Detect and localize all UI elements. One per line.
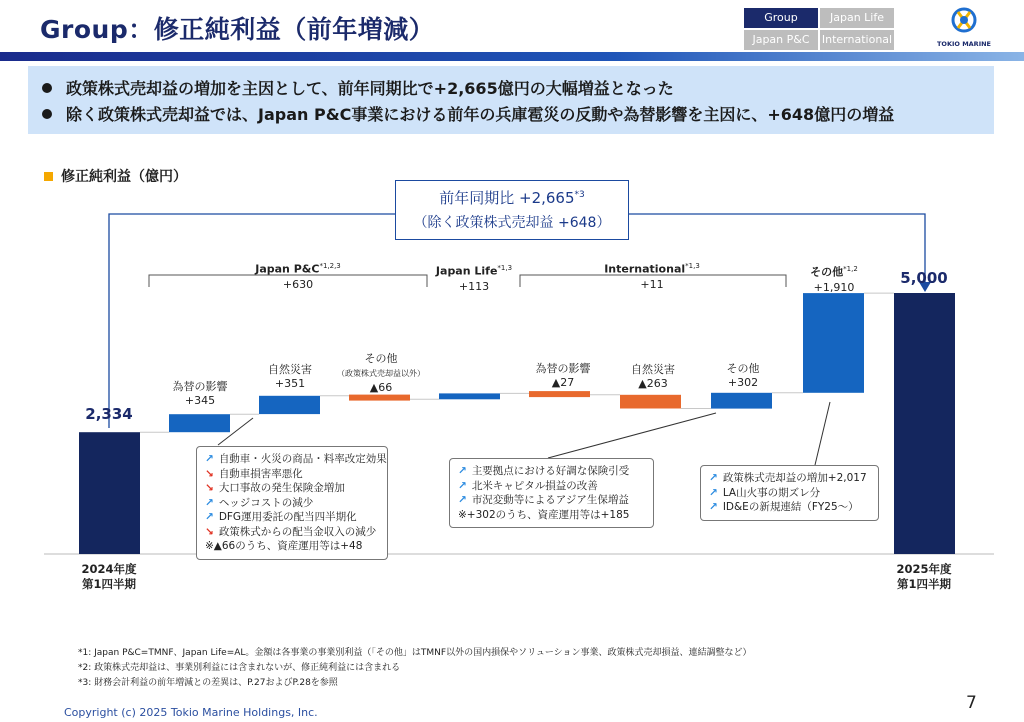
period-start-label: 2024年度 第1四半期 <box>81 562 137 591</box>
callout-item: ↘ 政策株式からの配当金収入の減少 <box>205 525 377 538</box>
arrow-up-icon: ↗ <box>458 465 467 477</box>
arrow-up-icon: ↗ <box>205 453 214 465</box>
callout-item: ↗ 市況変動等によるアジア生保増益 <box>458 494 629 506</box>
callout-item: ↗ LA山火事の期ズレ分 <box>709 486 821 499</box>
group-label-other: その他$^{*1,2}$ +1,910 <box>810 265 858 294</box>
footnote-3: *3: 財務会計利益の前年増減との差異は、P.27およびP.28を参照 <box>78 678 338 688</box>
arrow-down-icon: ↘ <box>205 482 214 494</box>
copyright: Copyright (c) 2025 Tokio Marine Holdings, Inc. <box>64 706 318 719</box>
total-change-box <box>395 180 629 240</box>
fx-intl-label: 為替の影響 ▲27 <box>535 362 591 389</box>
callout-pointer-other <box>815 402 830 465</box>
nav-japan-pc[interactable]: Japan P&C <box>744 30 818 50</box>
bar-nat-pc <box>259 396 320 414</box>
callout-pointer-intl <box>548 413 716 458</box>
callout-item: ↗ 主要拠点における好調な保険引受 <box>458 465 630 477</box>
bar-oth-pc <box>349 395 410 401</box>
arrow-up-icon: ↗ <box>709 486 718 499</box>
oth-intl-label: その他 +302 <box>726 362 760 389</box>
nav-international[interactable]: International <box>820 30 894 50</box>
footnote-2: *2: 政策株式売却益は、事業別利益には含まれないが、修正純利益には含まれる <box>78 663 401 673</box>
callout-item: ↗ ID&Eの新規連結（FY25～） <box>709 501 859 513</box>
callout-item: ※▲66のうち、資産運用等は+48 <box>205 540 363 552</box>
callout-intl <box>449 458 654 528</box>
nat-pc-label: 自然災害 +351 <box>268 363 312 390</box>
callout-item: ↘ 大口事故の発生保険金増加 <box>205 482 345 494</box>
callout-item: ↘ 自動車損害率悪化 <box>205 467 303 480</box>
arrow-up-icon: ↗ <box>709 472 718 484</box>
callout-item: ↗ 北米キャピタル損益の改善 <box>458 479 598 492</box>
callout-pc <box>196 446 388 560</box>
summary-bullet-2: 除く政策株式売却益では、Japan P&C事業における前年の兵庫雹災の反動や為替影響を主因に、+648億円の増益 <box>42 102 894 125</box>
page-number: 7 <box>966 693 977 713</box>
footnotes <box>78 646 751 691</box>
callout-item: ↗ DFG運用委託の配当四半期化 <box>205 511 357 523</box>
nav-group[interactable]: Group <box>744 8 818 28</box>
period-end-label: 2025年度 第1四半期 <box>896 562 952 591</box>
bar-fx-pc <box>169 414 230 432</box>
group-label-intl: International$^{*1,3}$ +11 <box>604 262 700 291</box>
callout-item: ↗ 自動車・火災の商品・料率改定効果 <box>205 453 387 465</box>
page-title: Group：修正純利益（前年増減） <box>40 15 435 44</box>
group-label-pc: Japan $P\&C^{*1,2,3}$ +630 <box>255 262 341 291</box>
bar-life <box>439 393 500 399</box>
arrow-up-icon: ↗ <box>458 479 467 492</box>
bar-fx-intl <box>529 391 590 397</box>
nav-japan-life[interactable]: Japan Life <box>820 8 894 28</box>
total-change-line2: （除く政策株式売却益 +648） <box>413 215 611 231</box>
summary-bullet-1: 政策株式売却益の増加を主因として、前年同期比で+2,665億円の大幅増益となった <box>42 76 674 99</box>
chart-title: 修正純利益（億円） <box>44 166 187 186</box>
arrow-up-icon: ↗ <box>205 496 214 509</box>
bar-oth-intl <box>711 393 772 409</box>
arrow-up-icon: ↗ <box>205 511 214 523</box>
bar-other <box>803 293 864 393</box>
end-value-label: 5,000 <box>900 269 948 287</box>
total-change-line1: 前年同期比 $+2,665^{*3}$ <box>439 189 585 207</box>
arrow-up-icon: ↗ <box>709 501 718 513</box>
callout-other <box>700 465 879 521</box>
callout-item: ↗ 政策株式売却益の増加+2,017 <box>709 472 867 484</box>
fx-pc-label: 為替の影響 +345 <box>172 380 228 407</box>
callout-item: ↗ ヘッジコストの減少 <box>205 496 314 509</box>
arrow-up-icon: ↗ <box>458 494 467 506</box>
group-label-life: Japan Life$^{*1,3}$ +113 <box>435 264 513 293</box>
oth-pc-label: その他 （政策株式売却益以外） ▲66 <box>337 352 425 394</box>
nat-intl-label: 自然災害 ▲263 <box>631 363 675 390</box>
bar-2024q1 <box>79 432 140 554</box>
footnote-1: *1: Japan P&C=TMNF、Japan Life=AL。金額は各事業の事業別利益（「その他」はTMNF以外の国内損保やソリューション事業、政策株式売却損益、連結調整など） <box>78 648 752 658</box>
start-value-label: 2,334 <box>85 405 133 423</box>
callout-item: ※+302のうち、資産運用等は+185 <box>458 508 630 521</box>
bar-2025q1 <box>894 293 955 554</box>
arrow-down-icon: ↘ <box>205 525 214 538</box>
bar-nat-intl <box>620 395 681 409</box>
logo-text: TOKIO MARINE <box>936 40 991 48</box>
arrow-down-icon: ↘ <box>205 467 214 480</box>
